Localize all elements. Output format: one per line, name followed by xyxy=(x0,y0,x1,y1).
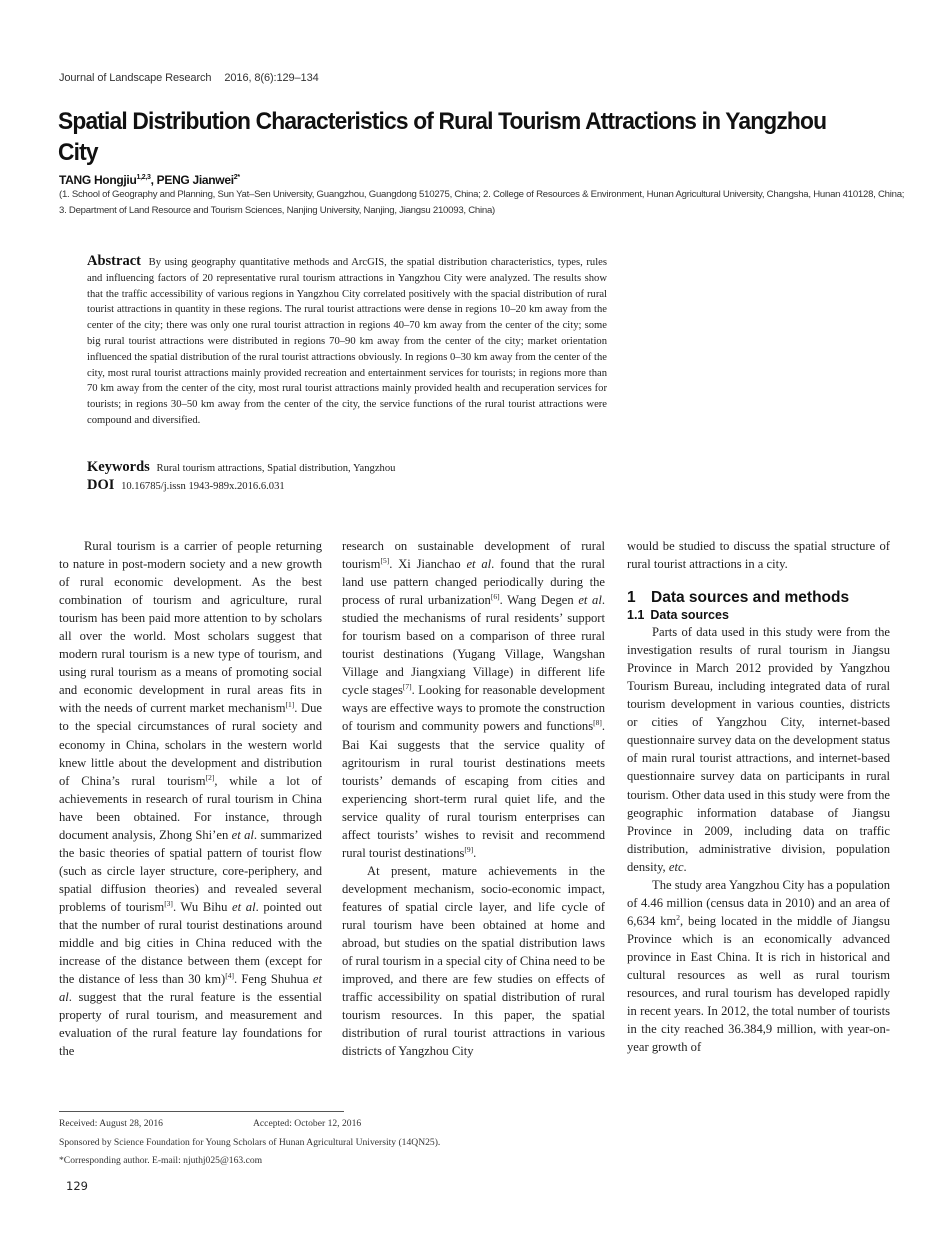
author-list xyxy=(59,173,240,187)
sponsor-note: Sponsored by Science Foundation for Young Scholars of Hunan Agricultural University (14QN25). xyxy=(59,1137,441,1148)
paragraph: Parts of data used in this study were from the investigation results of rural tourism in Jiangsu Province in March 2012 provided by Yangzhou Tourism Bureau, including integrated data of rural tourism development in various counties, districts or cities of Yangzhou City, internet-based questionnaire survey data on the development status of main rural tourist attractions, and internet-based questionnaire survey data on participants in rural tourism. Other data used in this study were from the geographic information database of Jiangsu Province in 2009, including data on traffic distribution, administrative division, population density, etc. xyxy=(627,625,890,874)
abstract-label: Abstract xyxy=(87,253,141,269)
citation-ref[interactable]: [6] xyxy=(490,591,500,601)
paragraph: The study area Yangzhou City has a population of 4.46 million (census data in 2010) and an area of 6,634 $km^2$, being located in the middle of Jiangsu Province which is an economically advanced province in East China. It is rich in historical and cultural resources as well as rural tourism resources, and rural tourism has developed rapidly in recent years. In 2012, the total number of tourists in the city reached 36.384,9 million, with year-on-year growth of xyxy=(627,877,890,1055)
body-column-3 xyxy=(627,537,890,1056)
paragraph: At present, mature achievements in the development mechanism, socio-economic impact, features of spatial circle layer, and life cycle of rural tourism have been obtained at home and abroad, but studies on the spatial distribution laws of rural tourism in a special city of China need to be improved, and there are few studies on effects of traffic accessibility on spatial distribution of rural tourism resources. In this paper, the spatial distribution of rural tourist attractions in various districts of Yangzhou City xyxy=(342,863,605,1059)
journal-citation: 2016, 8(6):129–134 xyxy=(224,72,319,84)
section-heading: 1 Data sources and methods xyxy=(627,589,850,607)
paragraph: Rural tourism is a carrier of people returning to nature in post-modern society and a new growth of rural economic development. As the best combination of tourism and agriculture, rural tourism has been paid more attention to by scholars all over the world. Most scholars suggest that modern rural tourism is a new type of tourism, and using rural tourism as a means of promoting social and economic development in rural areas fits in with the needs of current market mechanism[1]. Due to the special circumstances of rural society and economy in China, scholars in the western world knew little about the development and distribution of China’s rural tourism[2], while a lot of achievements in research of rural tourism in China have been obtained. For instance, through document analysis, Zhong Shi’en et al. summarized the basic theories of spatial pattern of tourist flow (such as circle layer structure, core-periphery, and spatial diffusion theories) and revealed several problems of tourism[3]. Wu Bihu et al. pointed out that the number of rural tourist destinations around middle and big cities in China reduced with the increase of the distance between them (except for the distance of less than 30 km)[4]. Feng Shuhua et al. suggest that the rural feature is the essential property of rural tourism, and measurement and evaluation of the rural feature lay foundations for the xyxy=(59,539,323,1059)
abstract-block xyxy=(87,254,607,429)
accepted-date: Accepted: October 12, 2016 xyxy=(253,1118,362,1129)
doi-line xyxy=(87,477,607,495)
keywords-line xyxy=(87,459,607,477)
keywords-doi-block xyxy=(87,459,607,495)
citation-ref[interactable]: [3] xyxy=(164,898,173,908)
keywords-text: Rural tourism attractions, Spatial distribution, Yangzhou xyxy=(156,463,396,474)
citation-ref[interactable]: [2] xyxy=(205,772,215,782)
page-number: 129 xyxy=(66,1179,88,1193)
received-accepted-line xyxy=(59,1118,659,1129)
author-affiliation-marker: 2* xyxy=(233,174,240,181)
journal-header xyxy=(59,72,329,84)
affiliations: (1. School of Geography and Planning, Sun Yat–Sen University, Guangzhou, Guangdong 510275, China; 2. College of Resources & Environment, Hunan Agricultural University, Changsha, Hunan 410128, China; 3. Department of Land Resource and Tourism Sciences, Nanjing University, Nanjing, Jiangsu 210093, China) xyxy=(59,189,905,216)
author-affiliation-marker: 1,2,3 xyxy=(136,174,151,181)
doi-link[interactable]: 10.16785/j.issn 1943-989x.2016.6.031 xyxy=(121,481,285,492)
body-column-1 xyxy=(59,537,322,1060)
author-name: PENG Jianwei xyxy=(156,173,234,187)
keywords-label: Keywords xyxy=(87,459,150,475)
subsection-heading: 1.1 Data sources xyxy=(627,608,729,623)
footnote-divider xyxy=(59,1111,344,1112)
author-name: TANG Hongjiu xyxy=(59,173,137,187)
corresponding-author-note: *Corresponding author. E-mail: njuthj025@163.com xyxy=(59,1155,263,1166)
citation-ref[interactable]: [1] xyxy=(285,700,295,710)
paragraph: would be studied to discuss the spatial structure of rural tourist attractions in a city. xyxy=(627,539,890,572)
paragraph: research on sustainable development of rural tourism[5]. Xi Jianchao et al. found that the rural land use pattern changed periodically during the process of rural urbanization[6]. Wang Degen et al. studied the mechanisms of rural residents’ support for tourism based on a comparison of three rural tourist destinations (Yugang Village, Wangshan Village and Jiangxiang Village) in different life cycle stages[7]. Looking for reasonable development ways are effective ways to promote the construction of tourism and community powers and functions[8]. Bai Kai suggests that the service quality of agritourism in rural tourist destinations meets tourists’ demands of escaping from cities and experiencing short-term rural quiet life, and the service quality of rural tourism enterprises can affect tourists’ wishes to revisit and recommend rural tourist destinations[9]. xyxy=(342,539,605,860)
author-separator: , xyxy=(150,173,157,187)
citation-ref[interactable]: [5] xyxy=(380,555,390,565)
abstract-text: By using geography quantitative methods and ArcGIS, the spatial distribution characteristics, types, rules and influencing factors of 20 representative rural tourism attractions in Yangzhou City were analyzed. The results show that the traffic accessibility of various regions in Yangzhou City correlated positively with the spacial distribution of rural tourist attractions in quantity in these regions. The rural tourist attractions were dense in regions 10–20 km away from the center of the city; there was only one rural tourist attraction in regions 40–70 km away from the center of the city; some big rural tourist attractions were distributed in regions 70–90 km away from the center of the city; market orientation influenced the spatial distribution of the rural tourist attractions obviously. In regions 0–30 km away from the center of the city, most rural tourist attractions mainly provided recreation and entertainment services for tourists; in regions more than 70 km away from the center of the city, most rural tourist attractions mainly provided health and recuperation services for tourists; in regions 30–50 km away from the center of the city, the service functions of the rural tourist attractions were compound and diversified. xyxy=(87,257,607,426)
journal-name: Journal of Landscape Research xyxy=(59,72,212,84)
citation-ref[interactable]: [9] xyxy=(464,844,474,854)
article-title: Spatial Distribution Characteristics of Rural Tourism Attractions in Yangzhou City xyxy=(58,108,827,166)
citation-ref[interactable]: [7] xyxy=(402,682,412,692)
doi-label: DOI xyxy=(87,477,115,493)
citation-ref[interactable]: [8] xyxy=(593,718,602,728)
citation-ref[interactable]: [4] xyxy=(225,970,234,980)
received-date: Received: August 28, 2016 xyxy=(59,1118,163,1129)
body-column-2 xyxy=(342,537,605,1060)
